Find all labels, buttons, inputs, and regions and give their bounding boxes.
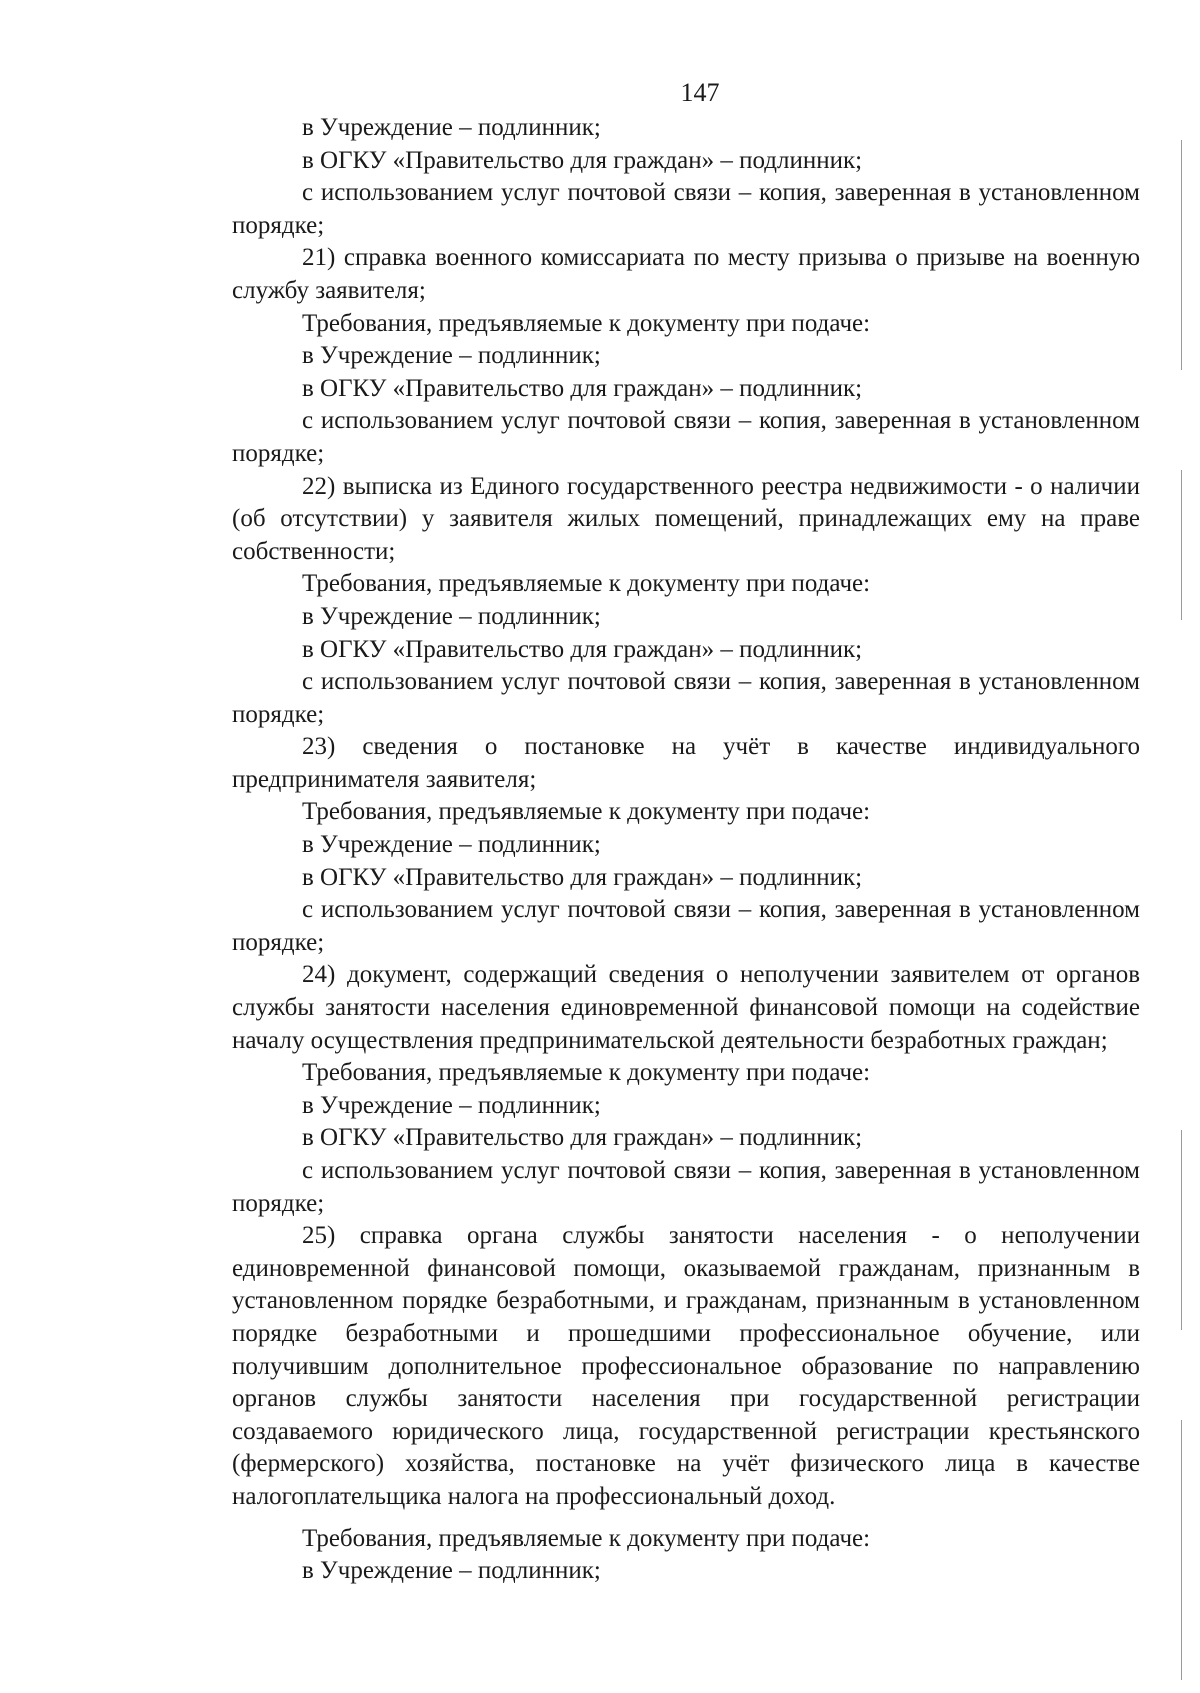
paragraph: 25) справка органа службы занятости населения - о неполучении единовременной финансовой помощи, оказываемой гражданам, признанным в установленном порядке безработными, и гражданам, признанным в установленном порядке безработными и прошедшими профессиональное обучение, или получившим дополнительное профессиональное образование по направлению органов службы занятости населения при государственной регистрации создаваемого юридического лица, государственной регистрации крестьянского (фермерского) хозяйства, постановке на учёт физического лица в качестве налогоплательщика налога на профессиональный доход. xyxy=(232,1222,1140,1510)
paragraph: с использованием услуг почтовой связи – копия, заверенная в установленном порядке; xyxy=(232,1157,1140,1217)
paragraph: в ОГКУ «Правительство для граждан» – подлинник; xyxy=(302,635,863,663)
scan-edge-line xyxy=(1181,470,1182,620)
paragraph: Требования, предъявляемые к документу при подаче: xyxy=(302,798,871,826)
paragraph: Требования, предъявляемые к документу при подаче: xyxy=(302,1524,871,1552)
paragraph: 24) документ, содержащий сведения о неполучении заявителем от органов службы занятости населения единовременной финансовой помощи на содействие началу осуществления предпринимательской деятельности безработных граждан; xyxy=(232,961,1140,1054)
paragraph: с использованием услуг почтовой связи – копия, заверенная в установленном порядке; xyxy=(232,407,1140,467)
paragraph: в ОГКУ «Правительство для граждан» – подлинник; xyxy=(302,1124,863,1152)
paragraph: с использованием услуг почтовой связи – копия, заверенная в установленном порядке; xyxy=(232,668,1140,728)
paragraph: в Учреждение – подлинник; xyxy=(302,1557,601,1585)
paragraph: Требования, предъявляемые к документу при подаче: xyxy=(302,309,871,337)
paragraph: 21) справка военного комиссариата по месту призыва о призыве на военную службу заявителя; xyxy=(232,244,1140,304)
paragraph: в ОГКУ «Правительство для граждан» – подлинник; xyxy=(302,374,863,402)
paragraph: в ОГКУ «Правительство для граждан» – подлинник; xyxy=(302,863,863,891)
page-number: 147 xyxy=(680,78,720,107)
document-body xyxy=(232,112,1140,1588)
paragraph: в Учреждение – подлинник; xyxy=(302,831,601,859)
paragraph: 23) сведения о постановке на учёт в качестве индивидуального предпринимателя заявителя; xyxy=(232,733,1140,793)
scan-edge-line xyxy=(1181,1130,1182,1330)
paragraph: с использованием услуг почтовой связи – копия, заверенная в установленном порядке; xyxy=(232,896,1140,956)
paragraph: в ОГКУ «Правительство для граждан» – подлинник; xyxy=(302,146,863,174)
paragraph: в Учреждение – подлинник; xyxy=(302,1091,601,1119)
paragraph: 22) выписка из Единого государственного реестра недвижимости - о наличии (об отсутствии) у заявителя жилых помещений, принадлежащих ему на праве собственности; xyxy=(232,472,1140,565)
paragraph: в Учреждение – подлинник; xyxy=(302,602,601,630)
paragraph: в Учреждение – подлинник; xyxy=(302,114,601,141)
paragraph: с использованием услуг почтовой связи – копия, заверенная в установленном порядке; xyxy=(232,179,1140,239)
paragraph: Требования, предъявляемые к документу при подаче: xyxy=(302,1059,871,1087)
scan-edge-line xyxy=(1181,1420,1182,1680)
scan-edge-line xyxy=(1181,140,1182,370)
paragraph: Требования, предъявляемые к документу при подаче: xyxy=(302,570,871,598)
paragraph: в Учреждение – подлинник; xyxy=(302,342,601,370)
